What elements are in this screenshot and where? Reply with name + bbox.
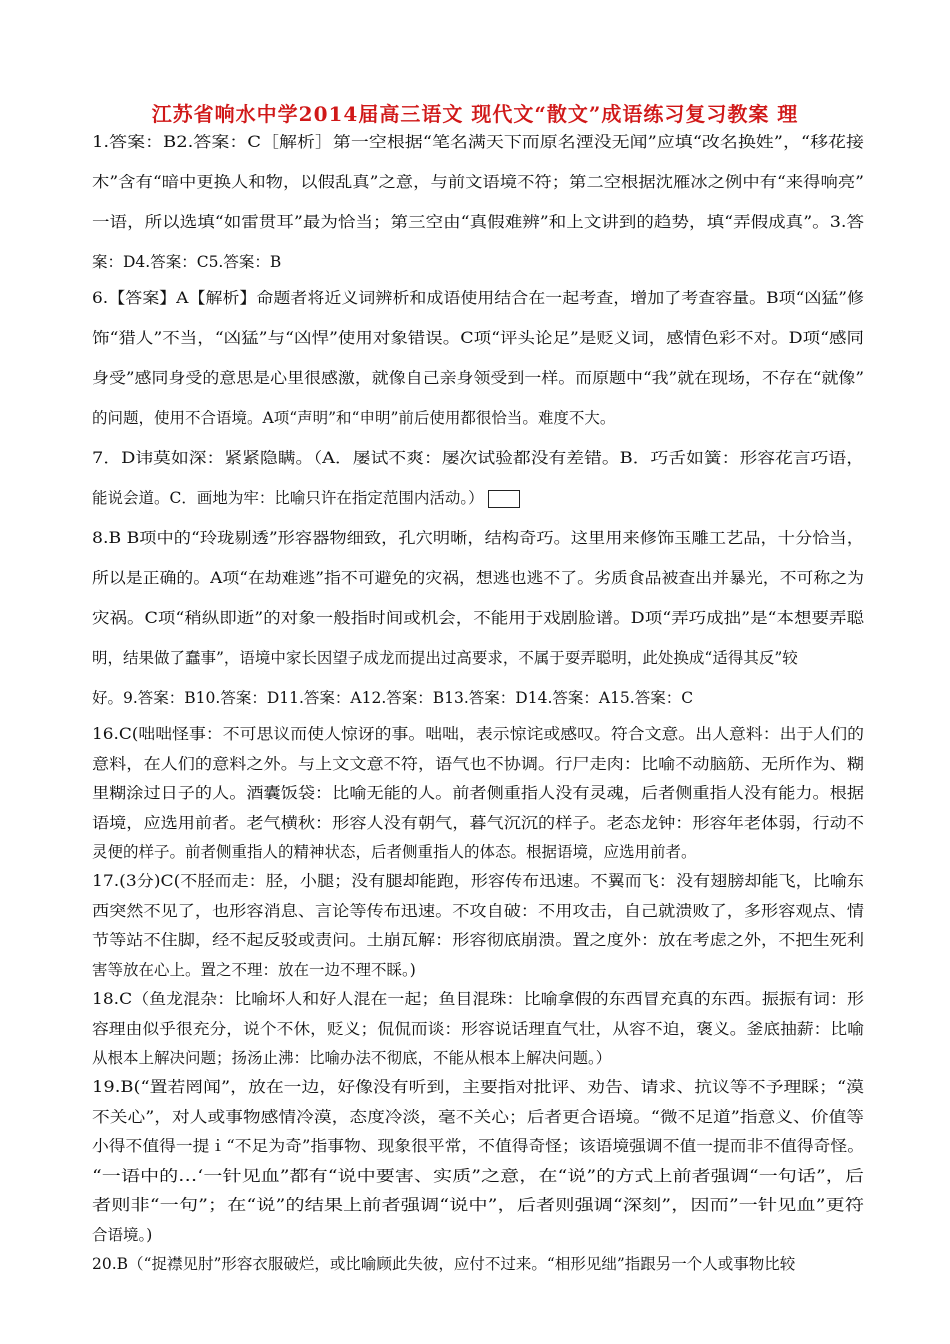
text-line: 合语境。) — [92, 1225, 153, 1244]
text-line: 从根本上解决问题；扬汤止沸：比喻办法不彻底，不能从根本上解决问题。） — [92, 1049, 612, 1067]
text-line: 7．D讳莫如深：紧紧隐瞒。（A．屡试不爽：屡次试验都没有差错。B．巧舌如簧：形容花言巧语， — [92, 449, 865, 467]
answers-9-15 — [92, 679, 864, 718]
empty-box — [488, 490, 520, 508]
text-line: 木”含有“暗中更换人和物，以假乱真”之意，与前文语境不符；第二空根据沈雁冰之例中有“来得响亮” — [92, 173, 864, 191]
page-title: 江苏省响水中学2014届高三语文 现代文“散文”成语练习复习教案 理 — [151, 102, 799, 126]
text-line: 所以是正确的。A项“在劫难逃”指不可避免的灾祸，想逃也逃不了。劣质食品被查出并暴光，不可称之为 — [92, 569, 864, 587]
answer-19 — [92, 1073, 864, 1250]
text-line: 节等站不住脚，经不起反驳或责问。土崩瓦解：形容彻底崩溃。置之度外：放在考虑之外，不把生死利 — [92, 931, 865, 949]
text-line: 17.(3分)C(不胫而走：胫，小腿；没有腿却能跑，形容传布迅速。不翼而飞：没有翅膀却能飞，比喻东 — [92, 872, 864, 890]
text-line: 1.答案：B2.答案：C［解析］第一空根据“笔名满天下而原名湮没无闻”应填“改名换姓”，“移花接 — [92, 133, 864, 151]
text-line: 案：D4.答案：C5.答案：B — [92, 253, 282, 271]
text-line: 饰“猎人”不当，“凶猛”与“凶悍”使用对象错误。C项“评头论足”是贬义词，感情色彩不对。D项“感同 — [92, 329, 864, 347]
text-line: 18.C（鱼龙混杂：比喻坏人和好人混在一起；鱼目混珠：比喻拿假的东西冒充真的东西。振振有词：形 — [92, 990, 864, 1008]
text-line-content: 能说会道。C．画地为牢：比喻只许在指定范围内活动。） — [92, 489, 484, 507]
text-line: 意料，在人们的意料之外。与上文文意不符，语气也不协调。行尸走肉：比喻不动脑筋、无所作为、糊 — [92, 754, 865, 773]
text-line: 明，结果做了蠢事”，语境中家长因望子成龙而提出过高要求，不属于耍弄聪明，此处换成“适得其反”较 — [92, 649, 798, 667]
answer-18 — [92, 985, 864, 1074]
text-line: 灵便的样子。前者侧重指人的精神状态，后者侧重指人的体态。根据语境，应选用前者。 — [92, 843, 697, 861]
answer-17 — [92, 867, 864, 985]
text-line: 16.C(咄咄怪事：不可思议而使人惊讶的事。咄咄，表示惊诧或感叹。符合文意。出人意料：出于人们的 — [92, 725, 864, 743]
answer-6 — [92, 278, 864, 438]
answer-16 — [92, 720, 864, 868]
text-line — [92, 478, 864, 518]
text-line: 语境，应选用前者。老气横秋：形容人没有朝气，暮气沉沉的样子。老态龙钟：形容年老体弱，行动不 — [92, 813, 865, 832]
text-line: 里糊涂过日子的人。酒囊饭袋：比喻无能的人。前者侧重指人没有灵魂，后者侧重指人没有能力。根据 — [92, 784, 865, 802]
text-line: 6.【答案】A【解析】命题者将近义词辨析和成语使用结合在一起考查，增加了考查容量。B项“凶猛”修 — [92, 289, 864, 307]
text-line: 好。9.答案：B10.答案：D11.答案：A12.答案：B13.答案：D14.答案：A15.答案：C — [92, 689, 694, 707]
text-line: 不关心”，对人或事物感情冷漠，态度冷淡，毫不关心；后者更合语境。“微不足道”指意义、价值等 — [92, 1107, 864, 1126]
answer-20 — [92, 1250, 864, 1280]
text-line: 西突然不见了，也形容消息、言论等传布迅速。不攻自破：不用攻击，自己就溃败了，多形容观点、情 — [92, 901, 865, 920]
text-line: 者则非“一句”；在“说”的结果上前者强调“说中”，后者则强调“深刻”，因而”一针见血”更符 — [92, 1196, 864, 1214]
answer-8 — [92, 518, 864, 678]
text-line: 容理由似乎很充分，说个不休，贬义；侃侃而谈：形容说话理直气壮，从容不迫，褒义。釜底抽薪：比喻 — [92, 1019, 864, 1038]
text-line: 19.B(“置若罔闻”，放在一边，好像没有听到，主要指对批评、劝告、请求、抗议等不予理睬；“漠 — [92, 1078, 864, 1096]
answers-1-5 — [92, 122, 864, 282]
text-line: 8.B B项中的“玲珑剔透”形容器物细致，孔穴明晰，结构奇巧。这里用来修饰玉雕工艺品，十分恰当， — [92, 529, 864, 547]
text-line: 害等放在心上。置之不理：放在一边不理不睬。) — [92, 960, 416, 979]
text-line: 小得不值得一提ｉ“不足为奇”指事物、现象很平常，不值得奇怪；该语境强调不值一提而非不值得奇怪。 — [92, 1137, 864, 1155]
text-line: 的问题，使用不合语境。A项“声明”和“申明”前后使用都很恰当。难度不大。 — [92, 409, 616, 427]
answer-7 — [92, 438, 864, 518]
text-line: 一语，所以选填“如雷贯耳”最为恰当；第三空由“真假难辨”和上文讲到的趋势，填“弄假成真”。3.答 — [92, 213, 864, 231]
text-line: 灾祸。C项“稍纵即逝”的对象一般指时间或机会，不能用于戏剧脸谱。D项“弄巧成拙”是“本想要弄聪 — [92, 609, 864, 627]
text-line: 20.B（“捉襟见肘”形容衣服破烂，或比喻顾此失彼，应付不过来。“相形见绌”指跟另一个人或事物比较 — [92, 1255, 796, 1273]
text-line: “一语中的…‘一针见血”都有“说中要害、实质”之意，在“说”的方式上前者强调“一句话”，后 — [92, 1166, 864, 1185]
text-line: 身受”感同身受的意思是心里很感激，就像自己亲身领受到一样。而原题中“我”就在现场，不存在“就像” — [92, 369, 864, 387]
